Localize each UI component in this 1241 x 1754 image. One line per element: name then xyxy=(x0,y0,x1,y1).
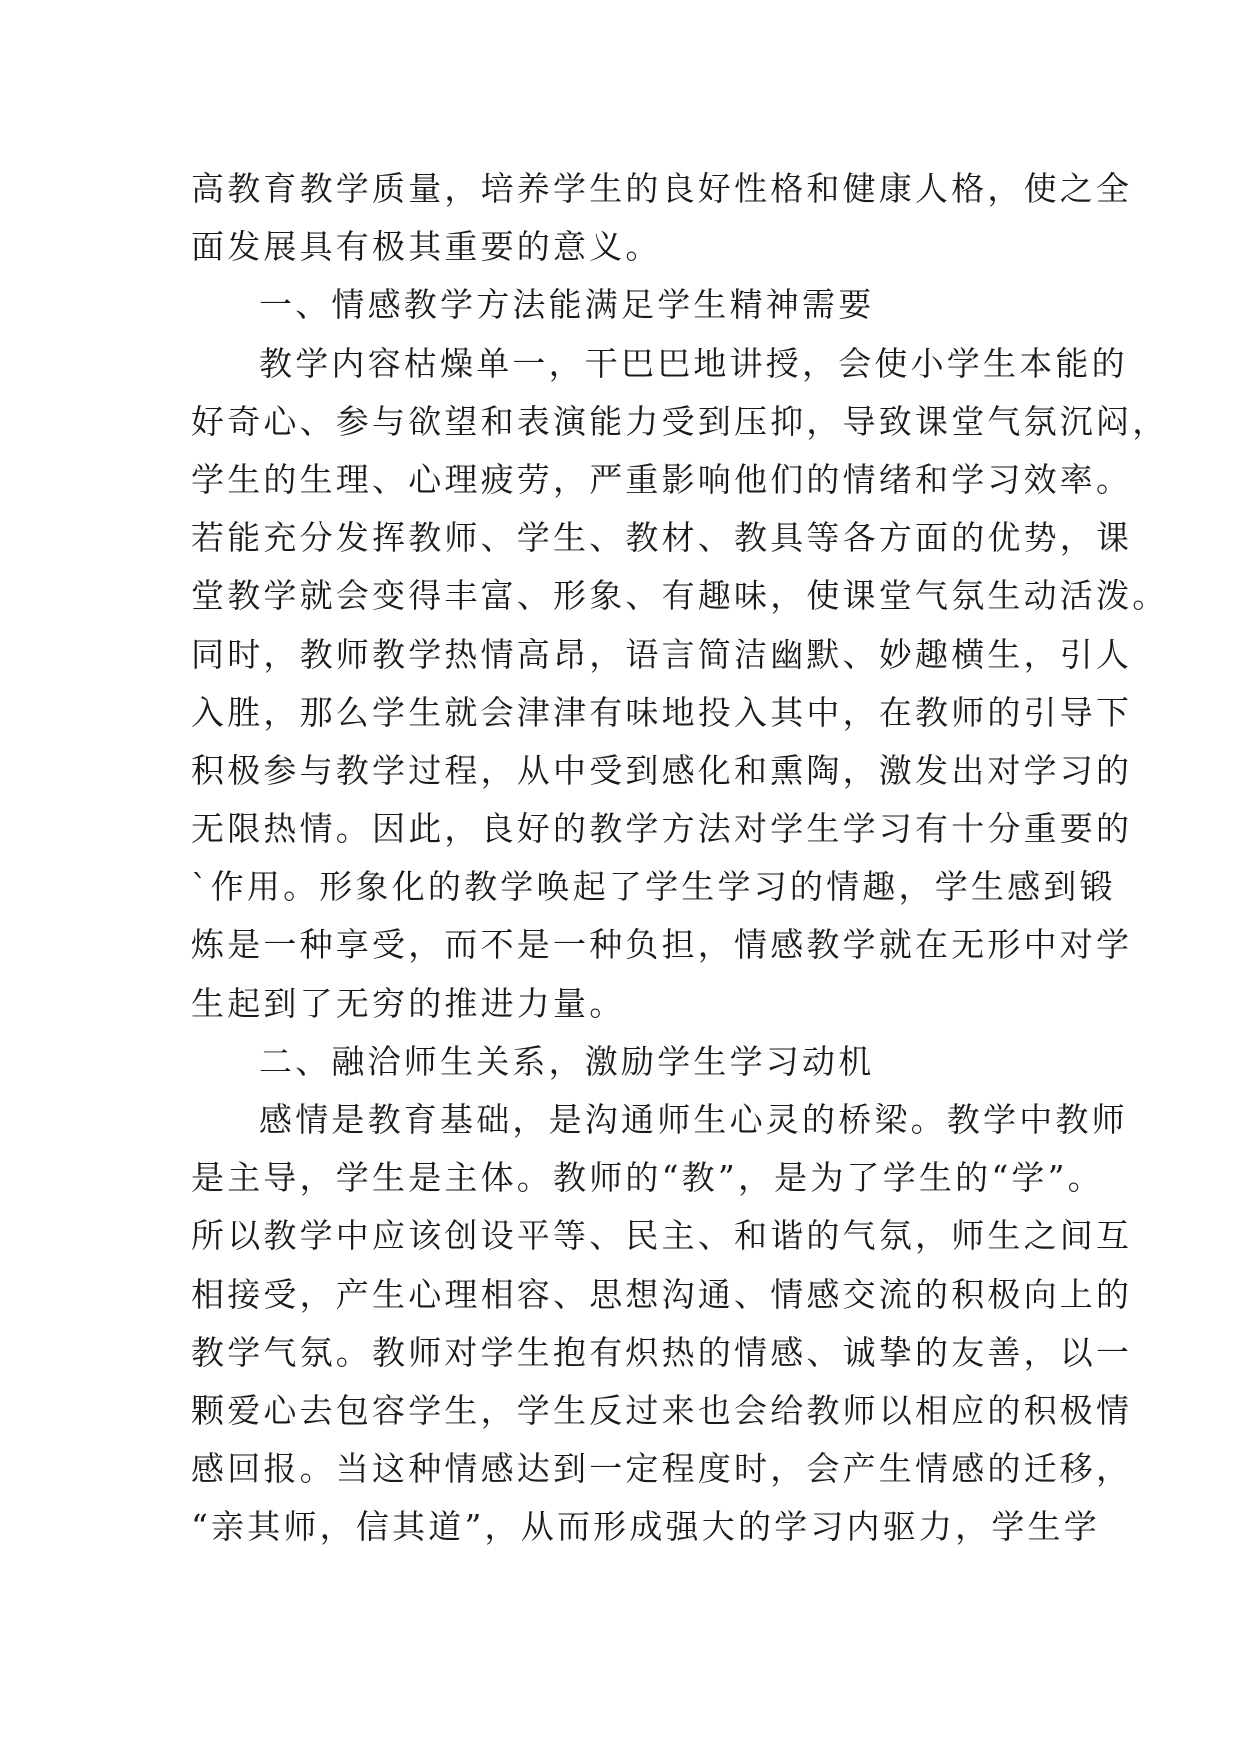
paragraph-start: 感情是教育基础，是沟通师生心灵的桥梁。教学中教师 xyxy=(259,1100,1128,1139)
text-line: 无限热情。因此，良好的教学方法对学生学习有十分重要的 xyxy=(191,809,1133,849)
text-line: 高教育教学质量，培养学生的良好性格和健康人格，使之全 xyxy=(191,169,1133,208)
text-line: 好奇心、参与欲望和表演能力受到压抑，导致课堂气氛沉闷， xyxy=(191,401,1169,441)
section-heading: 一、情感教学方法能满足学生精神需要 xyxy=(259,285,875,325)
text-line: 教学气氛。教师对学生抱有炽热的情感、诚挚的友善，以一 xyxy=(191,1332,1133,1372)
text-line: 若能充分发挥教师、学生、教材、教具等各方面的优势，课 xyxy=(191,518,1133,558)
text-line: 生起到了无穷的推进力量。 xyxy=(191,983,626,1023)
text-line: 面发展具有极其重要的意义。 xyxy=(191,227,662,267)
text-line: 颗爱心去包容学生，学生反过来也会给教师以相应的积极情 xyxy=(191,1390,1133,1430)
section-heading: 二、融洽师生关系，激励学生学习动机 xyxy=(259,1041,875,1081)
paragraph-start: 教学内容枯燥单一，干巴巴地讲授，会使小学生本能的 xyxy=(259,343,1128,383)
document-body xyxy=(191,160,1169,1557)
text-line: 是主导，学生是主体。教师的“教”，是为了学生的“学”。 xyxy=(191,1158,1104,1198)
text-line: 相接受，产生心理相容、思想沟通、情感交流的积极向上的 xyxy=(191,1274,1133,1314)
text-line: 所以教学中应该创设平等、民主、和谐的气氛，师生之间互 xyxy=(191,1216,1133,1256)
text-line: 学生的生理、心理疲劳，严重影响他们的情绪和学习效率。 xyxy=(191,459,1133,499)
text-line: 炼是一种享受，而不是一种负担，情感教学就在无形中对学 xyxy=(191,925,1133,965)
text-line: 同时，教师教学热情高昂，语言简洁幽默、妙趣横生，引人 xyxy=(191,634,1133,674)
text-line: 积极参与教学过程，从中受到感化和熏陶，激发出对学习的 xyxy=(191,750,1133,790)
text-line: “亲其师，信其道”，从而形成强大的学习内驱力，学生学 xyxy=(191,1507,1100,1547)
text-line: 感回报。当这种情感达到一定程度时，会产生情感的迁移， xyxy=(191,1449,1133,1489)
text-line: 入胜，那么学生就会津津有味地投入其中，在教师的引导下 xyxy=(191,692,1133,732)
text-line: `作用。形象化的教学唤起了学生学习的情趣，学生感到锻 xyxy=(191,867,1116,907)
text-line: 堂教学就会变得丰富、形象、有趣味，使课堂气氛生动活泼。 xyxy=(191,576,1169,616)
